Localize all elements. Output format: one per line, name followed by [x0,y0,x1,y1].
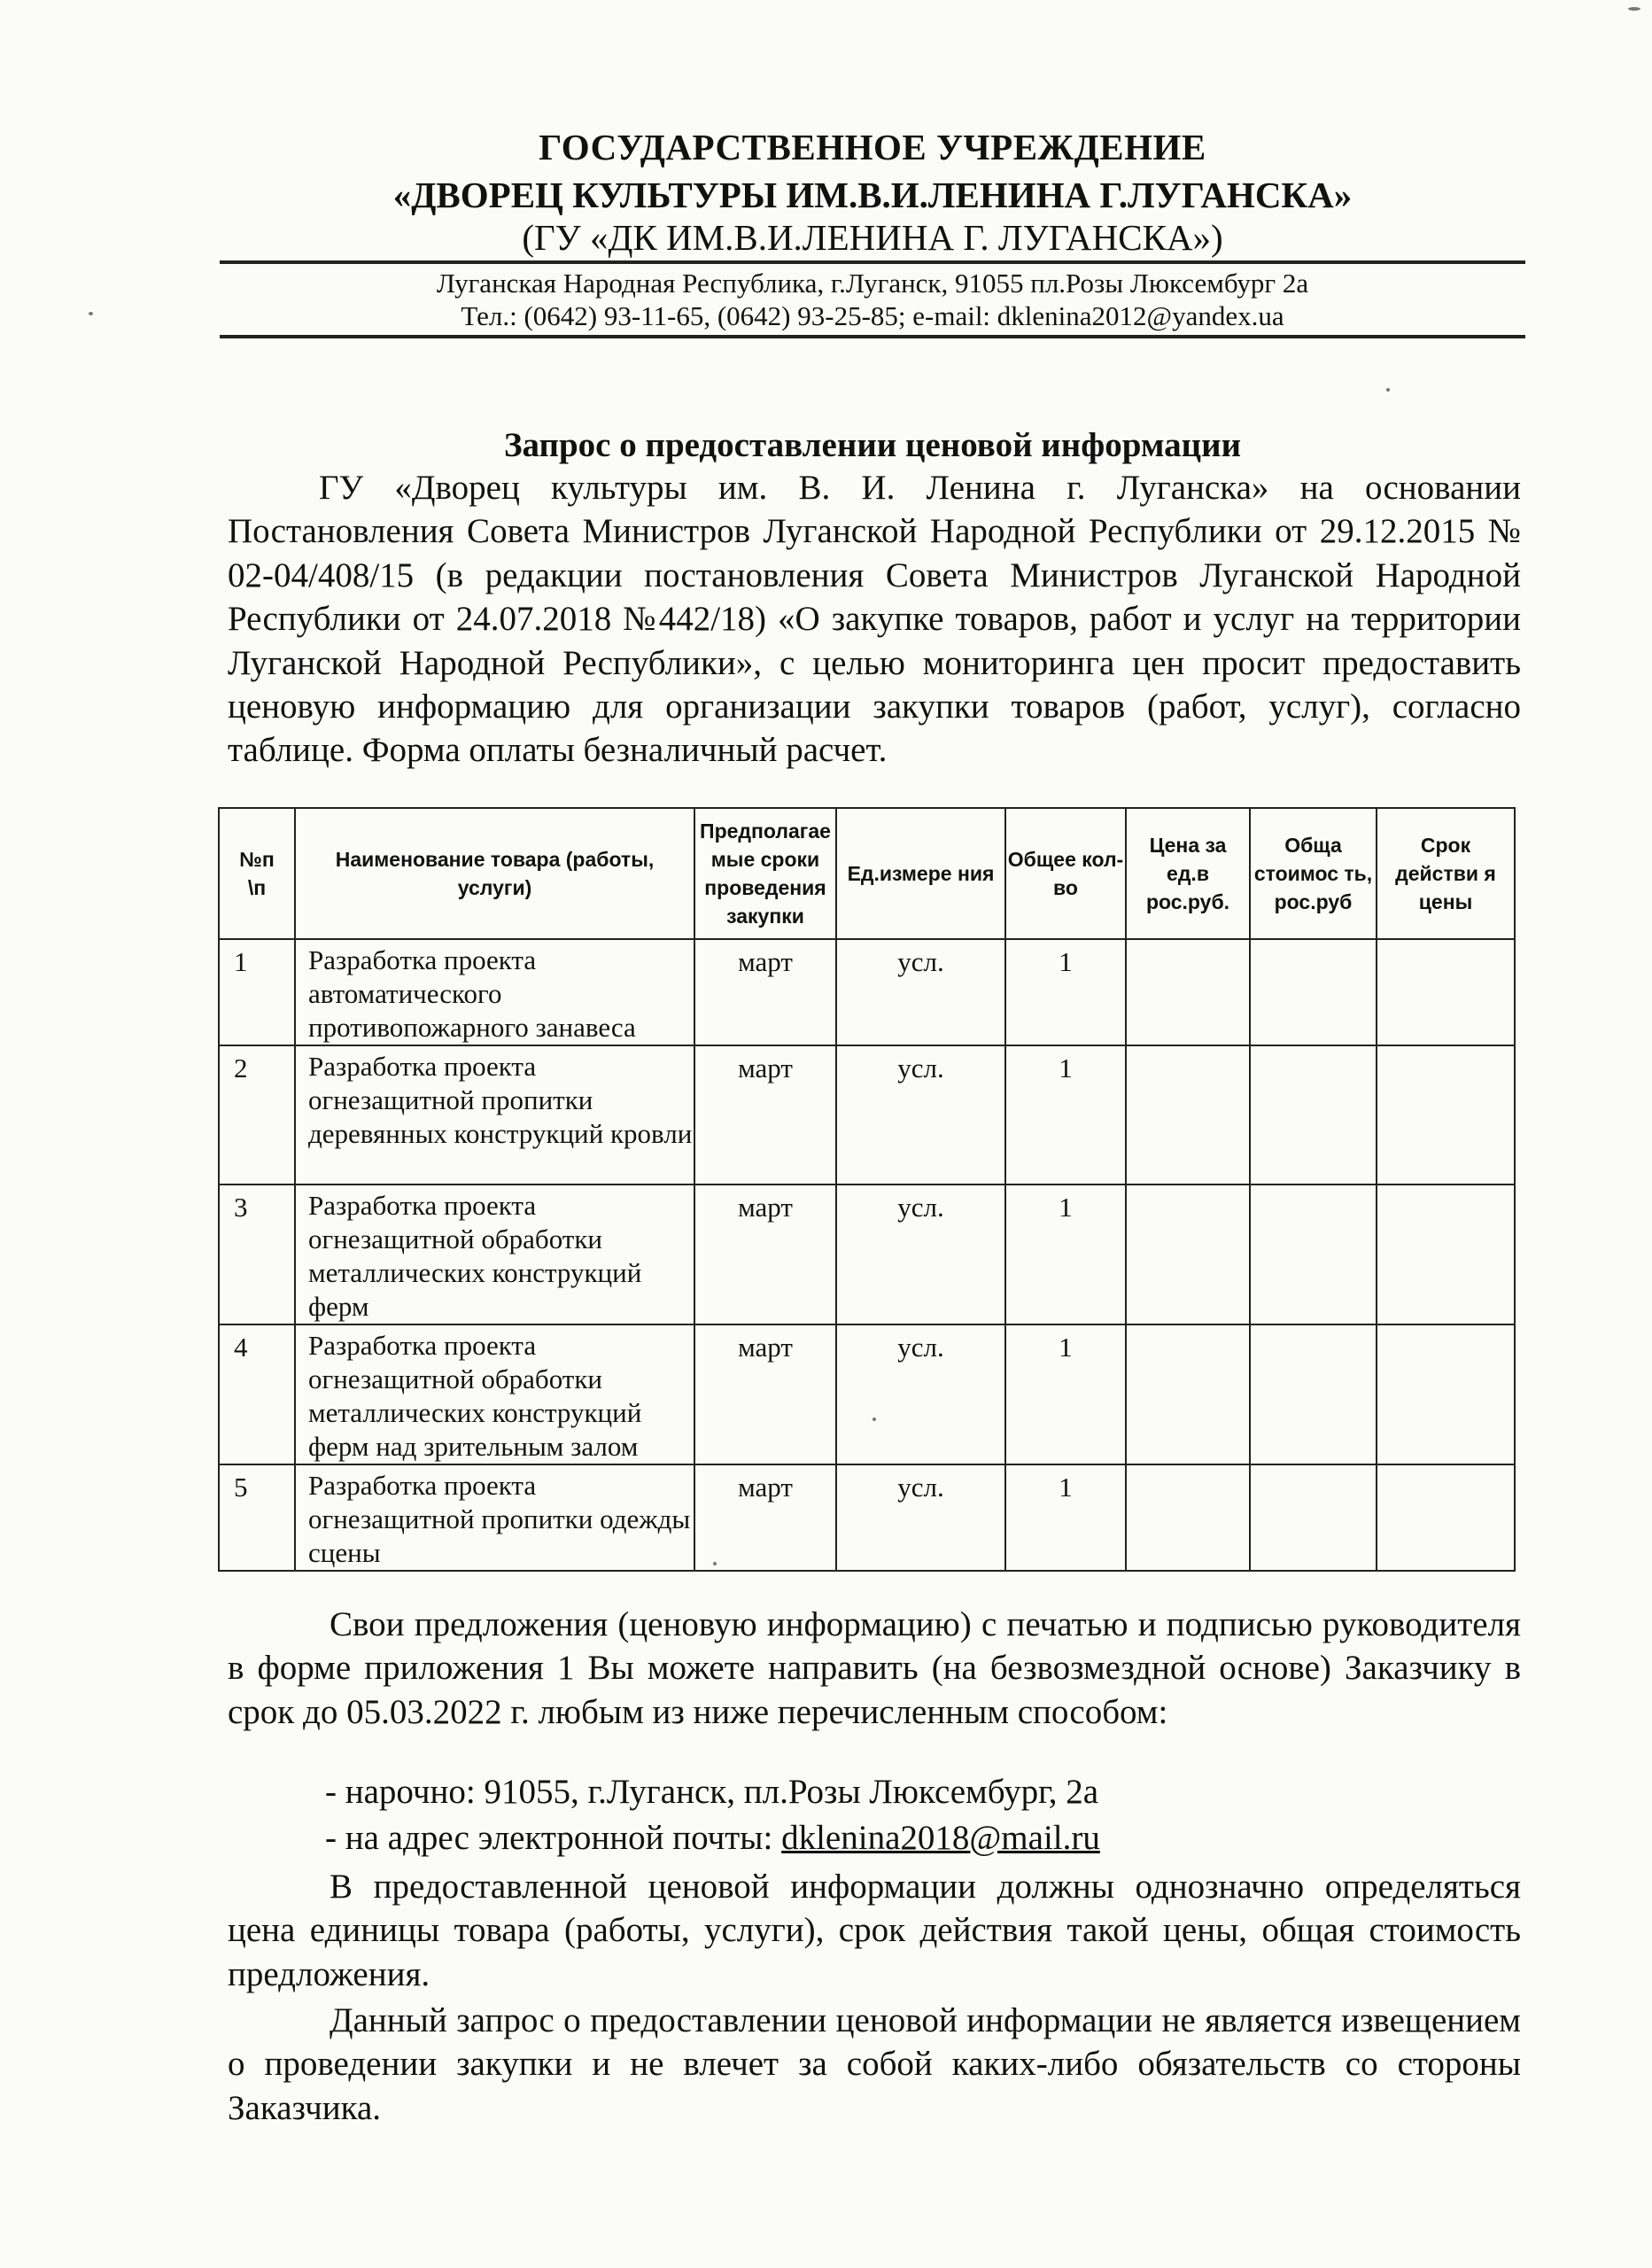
row-total [1250,1045,1377,1184]
row-unit: усл. [836,1464,1005,1571]
row-validity [1377,1464,1515,1571]
row-qty: 1 [1005,1045,1126,1184]
row-period: март [694,1184,836,1324]
org-address: Луганская Народная Республика, г.Луганск, 91055 пл.Розы Люксембург 2а [436,268,1309,299]
table-row [219,1324,1515,1464]
document-title: Запрос о предоставлении ценовой информации [503,426,1242,464]
row-unit: усл. [836,1045,1005,1184]
row-period: март [694,1464,836,1571]
header-validity: Срок действи я цены [1377,808,1515,939]
row-total [1250,1464,1377,1571]
method-courier: - нарочно: 91055, г.Луганск, пл.Розы Люксембург, 2а [325,1773,1099,1811]
row-price [1126,1184,1250,1324]
row-period: март [694,939,836,1045]
scan-speck [1628,7,1640,11]
org-contacts: Тел.: (0642) 93-11-65, (0642) 93-25-85; e-mail: dklenina2012@yandex.ua [461,300,1284,331]
row-qty: 1 [1005,1324,1126,1464]
row-price [1126,939,1250,1045]
row-num: 5 [219,1464,295,1571]
scan-speck [1386,388,1390,392]
header-price: Цена за ед.в рос.руб. [1126,808,1250,939]
row-name: Разработка проекта огнезащитной пропитки деревянных конструкций кровли [295,1045,694,1184]
row-unit: усл. [836,1184,1005,1324]
header-num [219,808,295,939]
row-name: Разработка проекта автоматического противопожарного занавеса [295,939,694,1045]
row-validity [1377,939,1515,1045]
intro-paragraph: ГУ «Дворец культуры им. В. И. Ленина г. Луганска» на основании Постановления Совета Министров Луганской Народной Республики от 29.12.2015 № 02-04/408/15 (в редакции постановления Совета Министров Луганской Народной Республики от 24.07.2018 №442/18) «О закупке товаров, работ и услуг на территории Луганской Народной Республики», с целью мониторинга цен просит предоставить ценовую информацию для организации закупки товаров (работ, услуг), согласно таблице. Форма оплаты безналичный расчет. [228,469,1521,770]
scan-speck [89,312,93,315]
header-num-b: \п [247,876,267,899]
scan-speck [713,1562,717,1565]
row-qty: 1 [1005,1184,1126,1324]
table-header-row [219,808,1515,939]
row-total [1250,1324,1377,1464]
org-short-name: (ГУ «ДК ИМ.В.И.ЛЕНИНА Г. ЛУГАНСКА») [522,217,1223,258]
header-divider-bottom [220,335,1525,338]
row-unit: усл. [836,939,1005,1045]
header-name: Наименование товара (работы, услуги) [295,808,694,939]
submission-paragraph: Свои предложения (ценовую информацию) с печатью и подписью руководителя в форме приложения 1 Вы можете направить (на безвозмездной основе) Заказчику в срок до 05.03.2022 г. любым из ниже перечисленным способом: [228,1605,1521,1731]
org-name-line2: «ДВОРЕЦ КУЛЬТУРЫ ИМ.В.И.ЛЕНИНА Г.ЛУГАНСКА» [392,175,1353,215]
row-validity [1377,1184,1515,1324]
email-link[interactable]: dklenina2018@mail.ru [781,1819,1100,1857]
disclaimer-paragraph: Данный запрос о предоставлении ценовой информации не является извещением о проведении закупки и не влечет за собой каких-либо обязательств со стороны Заказчика. [228,2001,1521,2127]
row-name: Разработка проекта огнезащитной пропитки одежды сцены [295,1464,694,1571]
price-request-table [218,807,1516,1572]
row-num: 1 [219,939,295,1045]
row-qty: 1 [1005,1464,1126,1571]
table-row [219,1045,1515,1184]
row-period: март [694,1324,836,1464]
header-unit: Ед.измере ния [836,808,1005,939]
header-num-a: №п [239,848,275,871]
row-qty: 1 [1005,939,1126,1045]
scan-speck [873,1418,876,1421]
header-divider-top [220,260,1525,264]
row-name: Разработка проекта огнезащитной обработки металлических конструкций ферм [295,1184,694,1324]
header-total: Обща стоимос ть, рос.руб [1250,808,1377,939]
row-validity [1377,1045,1515,1184]
method-email-line [325,1818,1100,1858]
header-qty: Общее кол-во [1005,808,1126,939]
row-period: март [694,1045,836,1184]
row-num: 3 [219,1184,295,1324]
table-row [219,939,1515,1045]
row-num: 4 [219,1324,295,1464]
row-price [1126,1045,1250,1184]
header-period: Предполагае мые сроки проведения закупки [694,808,836,939]
row-validity [1377,1324,1515,1464]
table-row [219,1184,1515,1324]
row-name: Разработка проекта огнезащитной обработки металлических конструкций ферм над зрительным залом [295,1324,694,1464]
requirements-paragraph: В предоставленной ценовой информации должны однозначно определяться цена единицы товара (работы, услуги), срок действия такой цены, общая стоимость предложения. [228,1868,1521,1993]
row-price [1126,1464,1250,1571]
row-total [1250,939,1377,1045]
org-name-line1: ГОСУДАРСТВЕННОЕ УЧРЕЖДЕНИЕ [539,127,1206,167]
row-unit: усл. [836,1324,1005,1464]
row-num: 2 [219,1045,295,1184]
row-total [1250,1184,1377,1324]
table-row [219,1464,1515,1571]
method-email-prefix: - на адрес электронной почты: [325,1819,782,1857]
row-price [1126,1324,1250,1464]
